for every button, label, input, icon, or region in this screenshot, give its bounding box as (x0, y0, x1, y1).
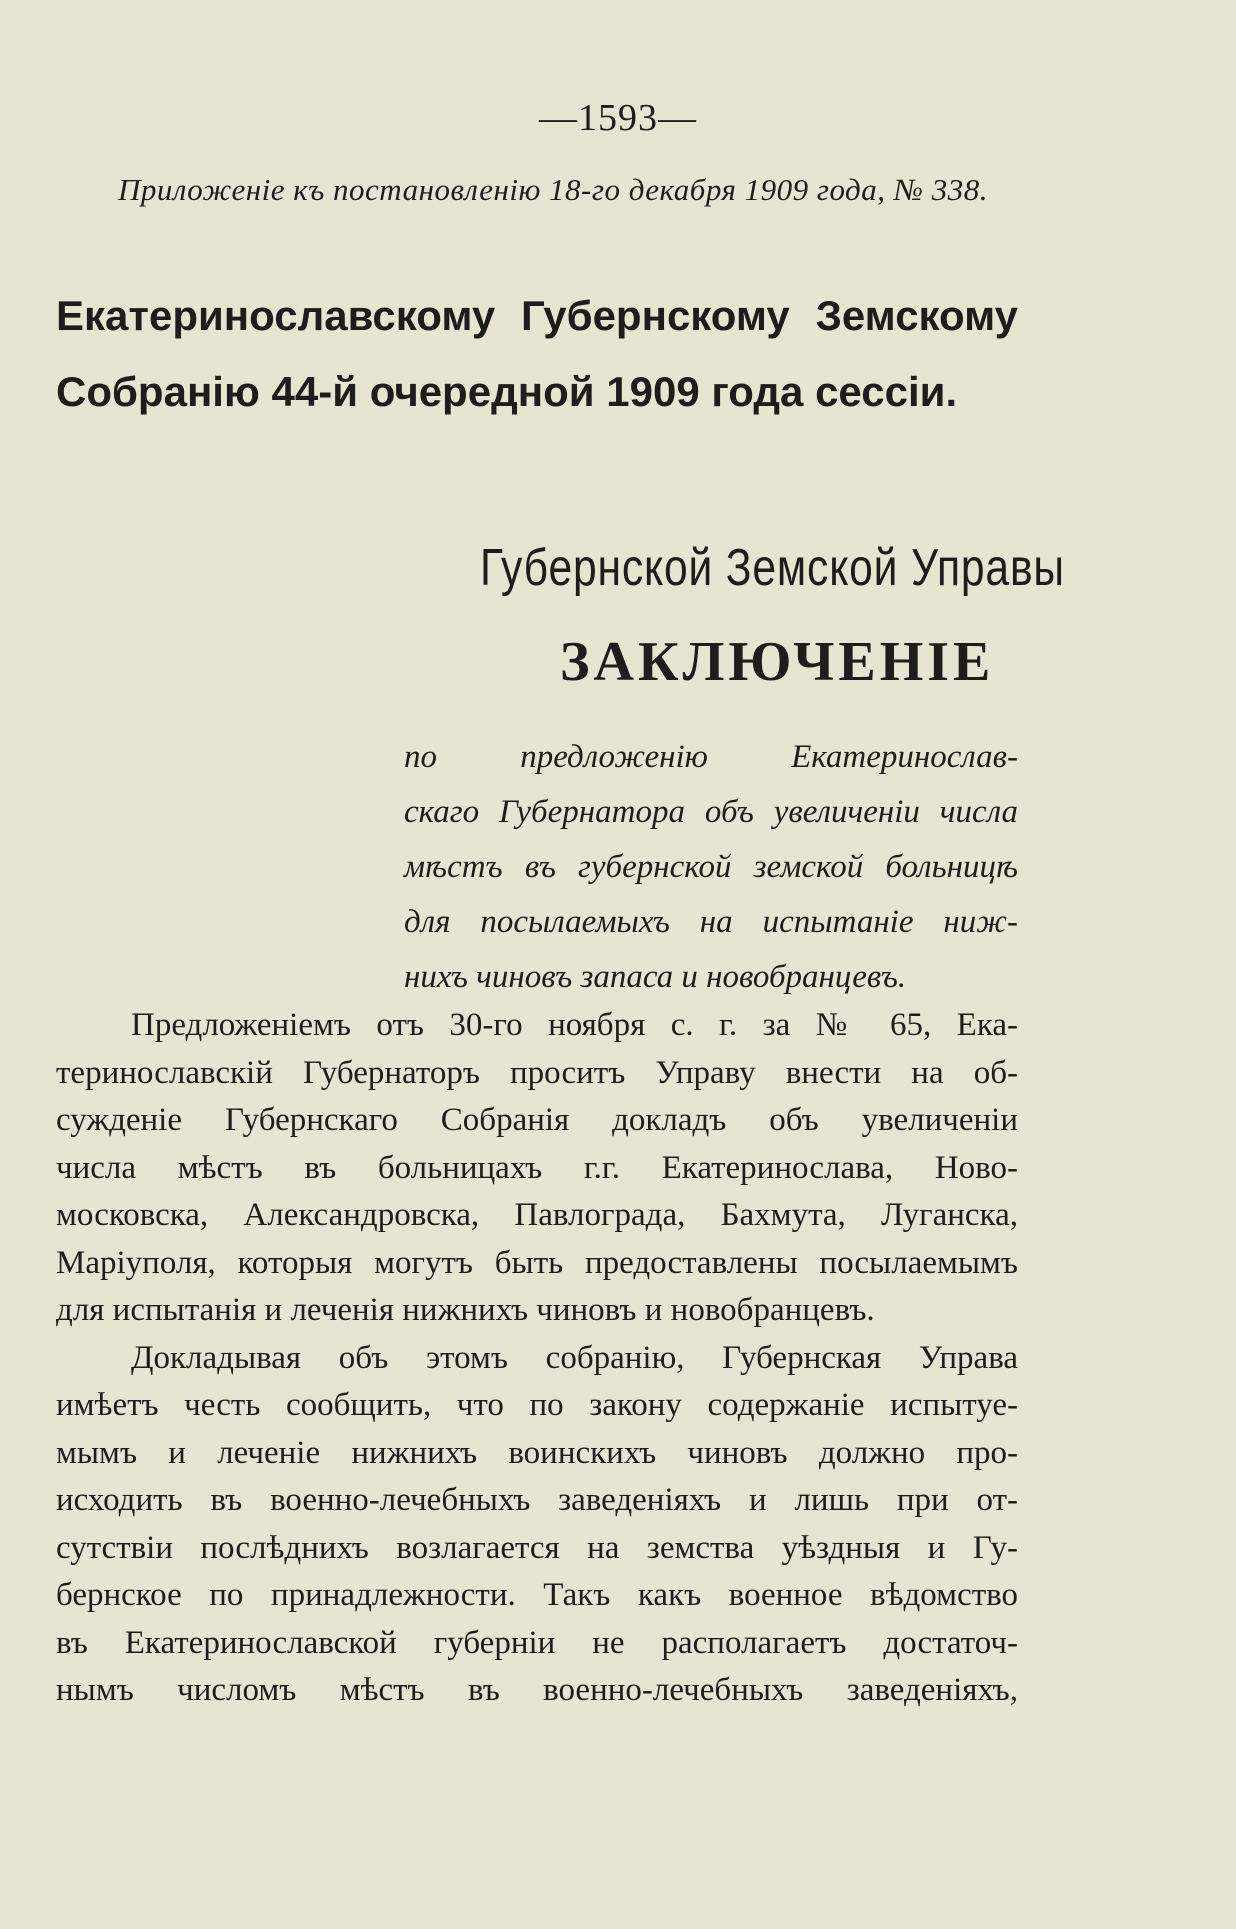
subject-line: нихъ чиновъ запаса и новобранцевъ. (404, 959, 907, 995)
subject-line: по предложенію Екатеринослав- (404, 739, 1018, 775)
subject-line: скаго Губернатора объ увеличеніи числа (404, 794, 1018, 830)
conclusion-subject (404, 730, 1018, 1005)
appendix-note: Приложеніе къ постановленію 18-го декабря 1909 года, № 338. (118, 172, 988, 207)
body-line: сутствіи послѣднихъ возлагается на земства уѣздныя и Гу- (56, 1529, 1018, 1566)
address-line: Екатеринославскому Губернскому Земскому (56, 292, 1018, 339)
body-line: нымъ числомъ мѣстъ въ военно-лечебныхъ заведеніяхъ, (56, 1672, 1018, 1708)
body-line: бернское по принадлежности. Такъ какъ военное вѣдомство (56, 1577, 1018, 1613)
body-line: исходить въ военно-лечебныхъ заведеніяхъ и лишь при от- (56, 1482, 1018, 1518)
subject-line: мѣстъ въ губернской земской больницѣ (404, 849, 1018, 885)
page-number: —1593— (539, 97, 697, 139)
body-line: въ Екатеринославской губерніи не располагаетъ достаточ- (56, 1624, 1018, 1661)
body-line: Маріуполя, которыя могутъ быть предоставлены посылаемымъ (56, 1244, 1018, 1281)
body-line: Докладывая объ этомъ собранію, Губернская Управа (131, 1339, 1018, 1376)
body-line: сужденіе Губернскаго Собранія докладъ объ увеличеніи (56, 1102, 1018, 1138)
body-line: имѣетъ честь сообщить, что по закону содержаніе испытуе- (56, 1387, 1018, 1423)
body-line: Предложеніемъ отъ 30-го ноября с. г. за № 65, Ека- (131, 1007, 1018, 1043)
body-text (56, 1002, 1018, 1715)
body-line: теринославскій Губернаторъ проситъ Управу внести на об- (56, 1054, 1018, 1091)
conclusion-title: ЗАКЛЮЧЕНІЕ (560, 631, 995, 693)
address-line: Собранію 44-й очередной 1909 года сессіи. (56, 368, 958, 415)
body-line: мымъ и леченіе нижнихъ воинскихъ чиновъ должно про- (56, 1434, 1018, 1471)
board-title: Губернской Земской Управы (480, 539, 1065, 597)
subject-line: для посылаемыхъ на испытаніе ниж- (404, 904, 1018, 940)
body-line: московска, Александровска, Павлограда, Бахмута, Луганска, (56, 1197, 1018, 1233)
address-heading (56, 278, 1018, 430)
body-line: для испытанія и леченія нижнихъ чиновъ и новобранцевъ. (56, 1292, 875, 1328)
body-line: числа мѣстъ въ больницахъ г.г. Екатеринослава, Ново- (56, 1149, 1018, 1186)
